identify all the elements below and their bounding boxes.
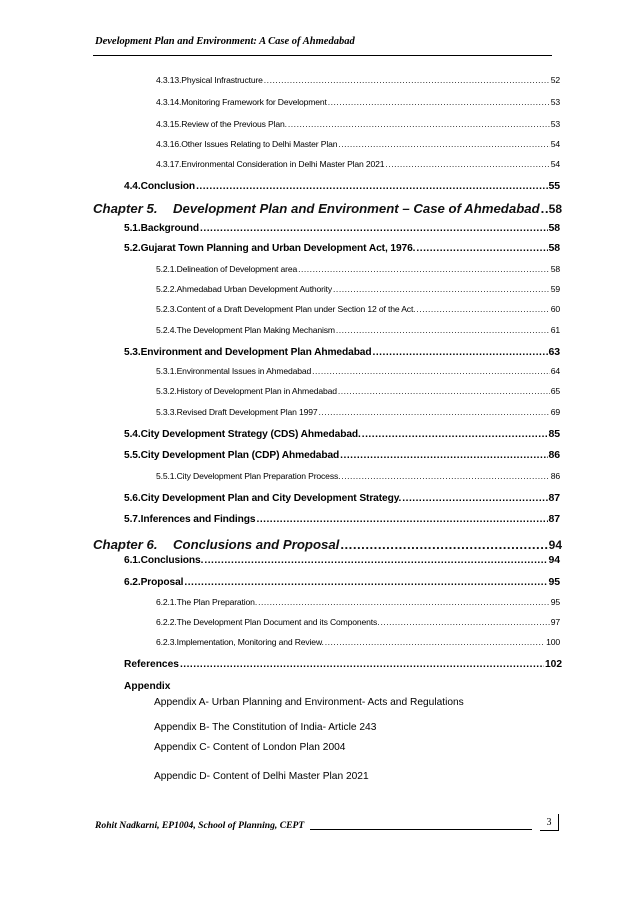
chapter-number: Chapter 5.: [93, 201, 158, 216]
dot-leader: [204, 555, 547, 566]
toc-page-number: 58: [548, 242, 560, 254]
dot-leader: [338, 386, 550, 396]
dot-leader: [184, 577, 547, 588]
toc-entry-title: 4.3.13.Physical Infrastructure: [156, 75, 263, 85]
dot-leader: [416, 304, 549, 314]
toc-page-number: 61: [550, 325, 560, 335]
toc-entry-title: 5.3.Environment and Development Plan Ahmedabad: [124, 347, 372, 358]
dot-leader: [319, 407, 550, 417]
toc-entry-title: 4.3.17.Environmental Consideration in Delhi Master Plan 2021: [156, 159, 385, 169]
toc-section[interactable]: [124, 180, 560, 192]
toc-entry-title: 6.2.3.Implementation, Monitoring and Review.: [156, 637, 324, 647]
dot-leader: [340, 450, 547, 461]
dot-leader: [385, 159, 549, 169]
dot-leader: [341, 471, 549, 481]
toc-chapter[interactable]: [93, 201, 562, 216]
toc-page-number: 87: [548, 513, 560, 525]
toc-section[interactable]: [124, 449, 560, 461]
dot-leader: [180, 659, 544, 670]
toc-section[interactable]: [124, 428, 560, 440]
dot-leader: [328, 97, 550, 107]
toc-page-number: 94: [548, 554, 560, 566]
appendix-item: Appendix B- The Constitution of India- Article 243: [154, 722, 377, 733]
toc-entry-title: 5.1.Background: [124, 223, 200, 234]
toc-page-number: 58: [548, 222, 560, 234]
dot-leader: [256, 514, 547, 525]
toc-entry-title: 5.2.2.Ahmedabad Urban Development Authority: [156, 284, 333, 294]
page-number: 3: [540, 814, 559, 831]
dot-leader: [325, 637, 545, 647]
toc-page-number: 69: [550, 407, 560, 417]
toc-page-number: 64: [550, 366, 560, 376]
dot-leader: [298, 264, 550, 274]
toc-page-number: 102: [545, 659, 562, 670]
toc-page-number: 60: [550, 304, 560, 314]
toc-page-number: 53: [550, 97, 560, 107]
appendix-item: Appendix C- Content of London Plan 2004: [154, 742, 346, 753]
dot-leader: [402, 493, 547, 504]
toc-section[interactable]: [124, 659, 562, 670]
toc-entry-title: 4.3.14.Monitoring Framework for Development: [156, 97, 327, 107]
dot-leader: [336, 325, 550, 335]
toc-section[interactable]: [124, 576, 560, 588]
toc-subsection[interactable]: [156, 597, 560, 607]
toc-entry-title: 5.2.4.The Development Plan Making Mechanism: [156, 325, 335, 335]
chapter-title: Conclusions and Proposal: [173, 537, 340, 552]
toc-section[interactable]: [124, 492, 560, 504]
toc-entry-title: 6.2.1.The Plan Preparation.: [156, 597, 258, 607]
toc-entry-title: 5.3.3.Revised Draft Development Plan 1997: [156, 407, 318, 417]
toc-entry-title: 5.2.1.Delineation of Development area: [156, 264, 298, 274]
running-header: Development Plan and Environment: A Case of Ahmedabad: [95, 36, 355, 47]
toc-entry-title: 5.4.City Development Strategy (CDS) Ahmedabad.: [124, 429, 361, 440]
toc-entry-title: 5.7.Inferences and Findings: [124, 514, 256, 525]
toc-subsection[interactable]: [156, 386, 560, 396]
toc-subsection[interactable]: [156, 366, 560, 376]
toc-entry-title: 5.5.City Development Plan (CDP) Ahmedabad: [124, 450, 340, 461]
toc-entry-title: 4.3.16.Other Issues Relating to Delhi Master Plan: [156, 139, 338, 149]
toc-subsection[interactable]: [156, 471, 560, 481]
toc-page-number: 86: [550, 471, 560, 481]
dot-leader: [380, 617, 549, 627]
toc-entry-title: [93, 537, 339, 552]
toc-section[interactable]: [124, 346, 560, 358]
toc-entry-title: [93, 201, 540, 216]
toc-entry-title: 4.3.15.Review of the Previous Plan.: [156, 119, 287, 129]
toc-subsection[interactable]: [156, 617, 560, 627]
toc-subsection[interactable]: [156, 304, 560, 314]
dot-leader: [340, 537, 547, 552]
toc-page-number: 55: [548, 180, 560, 192]
toc-page-number: 97: [550, 617, 560, 627]
toc-entry-title: 6.2.2.The Development Plan Document and its Components.: [156, 617, 380, 627]
appendix-heading: Appendix: [124, 681, 171, 692]
appendix-item: Appendic D- Content of Delhi Master Plan 2021: [154, 771, 369, 782]
toc-page-number: 95: [550, 597, 560, 607]
toc-page-number: 95: [548, 576, 560, 588]
toc-entry-title: 6.1.Conclusions.: [124, 555, 204, 566]
dot-leader: [200, 223, 547, 234]
toc-entry-title: References: [124, 659, 179, 670]
toc-section[interactable]: [124, 554, 560, 566]
toc-entry-title: 5.2.Gujarat Town Planning and Urban Development Act, 1976.: [124, 243, 416, 254]
dot-leader: [264, 75, 550, 85]
header-divider: [93, 55, 552, 56]
toc-subsection[interactable]: [156, 284, 560, 294]
toc-entry-title: 6.2.Proposal: [124, 577, 184, 588]
toc-section[interactable]: [124, 242, 560, 254]
toc-page-number: 63: [548, 346, 560, 358]
toc-entry-title: 4.4.Conclusion: [124, 181, 196, 192]
dot-leader: [373, 347, 548, 358]
dot-leader: [541, 201, 548, 216]
toc-page-number: 58: [548, 202, 562, 216]
toc-entry-title: 5.2.3.Content of a Draft Development Plan under Section 12 of the Act.: [156, 304, 416, 314]
toc-entry-title: 5.5.1.City Development Plan Preparation Process.: [156, 471, 341, 481]
toc-page-number: 52: [550, 75, 560, 85]
toc-entry-title: 5.3.2.History of Development Plan in Ahmedabad: [156, 386, 337, 396]
toc-page-number: 85: [548, 428, 560, 440]
toc-page-number: 54: [550, 159, 560, 169]
toc-section[interactable]: [124, 222, 560, 234]
toc-subsection[interactable]: [156, 325, 560, 335]
toc-page-number: 58: [550, 264, 560, 274]
toc-page-number: 87: [548, 492, 560, 504]
appendix-item: Appendix A- Urban Planning and Environment- Acts and Regulations: [154, 697, 464, 708]
footer-divider: [310, 829, 532, 830]
footer-author: Rohit Nadkarni, EP1004, School of Planning, CEPT: [95, 820, 305, 831]
dot-leader: [333, 284, 550, 294]
dot-leader: [196, 181, 547, 192]
chapter-title: Development Plan and Environment – Case of Ahmedabad: [173, 201, 540, 216]
toc-subsection[interactable]: [156, 75, 560, 85]
toc-subsection[interactable]: [156, 139, 560, 149]
toc-page-number: 54: [550, 139, 560, 149]
toc-subsection[interactable]: [156, 97, 560, 107]
toc-chapter[interactable]: [93, 537, 562, 552]
toc-page-number: 53: [550, 119, 560, 129]
toc-page-number: 65: [550, 386, 560, 396]
toc-entry-title: 5.3.1.Environmental Issues in Ahmedabad: [156, 366, 312, 376]
toc-section[interactable]: [124, 513, 560, 525]
toc-page-number: 100: [546, 637, 560, 647]
toc-subsection[interactable]: [156, 159, 560, 169]
toc-subsection[interactable]: [156, 407, 560, 417]
toc-page-number: 59: [550, 284, 560, 294]
toc-subsection[interactable]: [156, 119, 560, 129]
toc-page-number: 94: [548, 538, 562, 552]
toc-page-number: 86: [548, 449, 560, 461]
dot-leader: [258, 597, 550, 607]
toc-entry-title: 5.6.City Development Plan and City Development Strategy.: [124, 493, 402, 504]
dot-leader: [288, 119, 550, 129]
chapter-number: Chapter 6.: [93, 537, 158, 552]
dot-leader: [338, 139, 549, 149]
toc-subsection[interactable]: [156, 637, 560, 647]
dot-leader: [362, 429, 548, 440]
dot-leader: [416, 243, 547, 254]
dot-leader: [312, 366, 550, 376]
toc-subsection[interactable]: [156, 264, 560, 274]
